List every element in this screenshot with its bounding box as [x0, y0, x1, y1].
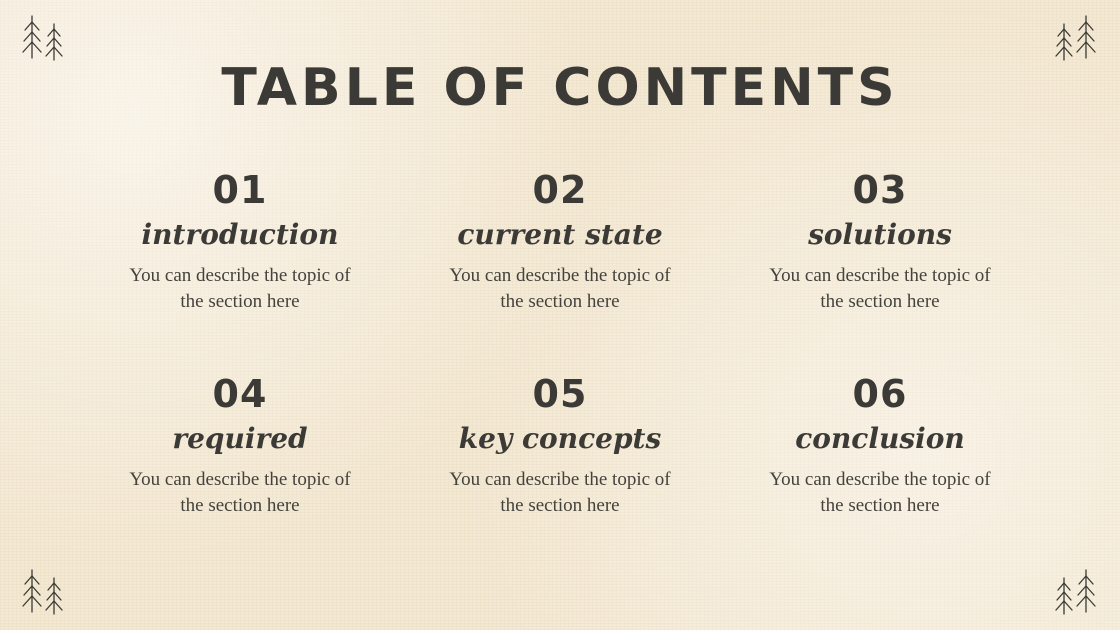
toc-number: 05 [532, 372, 588, 416]
toc-item-03[interactable] [730, 170, 1030, 370]
table-of-contents-grid [90, 170, 1030, 574]
toc-number: 02 [532, 168, 588, 212]
toc-description: You can describe the topic of the section here [769, 265, 991, 313]
pine-tree-icon [16, 562, 86, 622]
toc-item-05[interactable] [410, 374, 710, 574]
toc-item-02[interactable] [410, 170, 710, 370]
toc-heading: required [172, 421, 308, 455]
toc-number: 06 [852, 372, 908, 416]
toc-description: You can describe the topic of the section here [129, 469, 351, 517]
toc-number: 01 [212, 168, 268, 212]
toc-heading: current state [457, 217, 663, 251]
toc-number: 04 [212, 372, 268, 416]
toc-description: You can describe the topic of the section here [769, 469, 991, 517]
pine-tree-icon [1034, 562, 1104, 622]
toc-description: You can describe the topic of the section here [449, 265, 671, 313]
page-title: TABLE OF CONTENTS [221, 58, 899, 118]
toc-number: 03 [852, 168, 908, 212]
toc-item-06[interactable] [730, 374, 1030, 574]
toc-description: You can describe the topic of the section here [449, 469, 671, 517]
toc-item-04[interactable] [90, 374, 390, 574]
toc-heading: solutions [808, 217, 952, 251]
toc-heading: conclusion [795, 421, 965, 455]
toc-heading: key concepts [458, 421, 662, 455]
toc-item-01[interactable] [90, 170, 390, 370]
toc-heading: introduction [141, 217, 339, 251]
toc-description: You can describe the topic of the section here [129, 265, 351, 313]
